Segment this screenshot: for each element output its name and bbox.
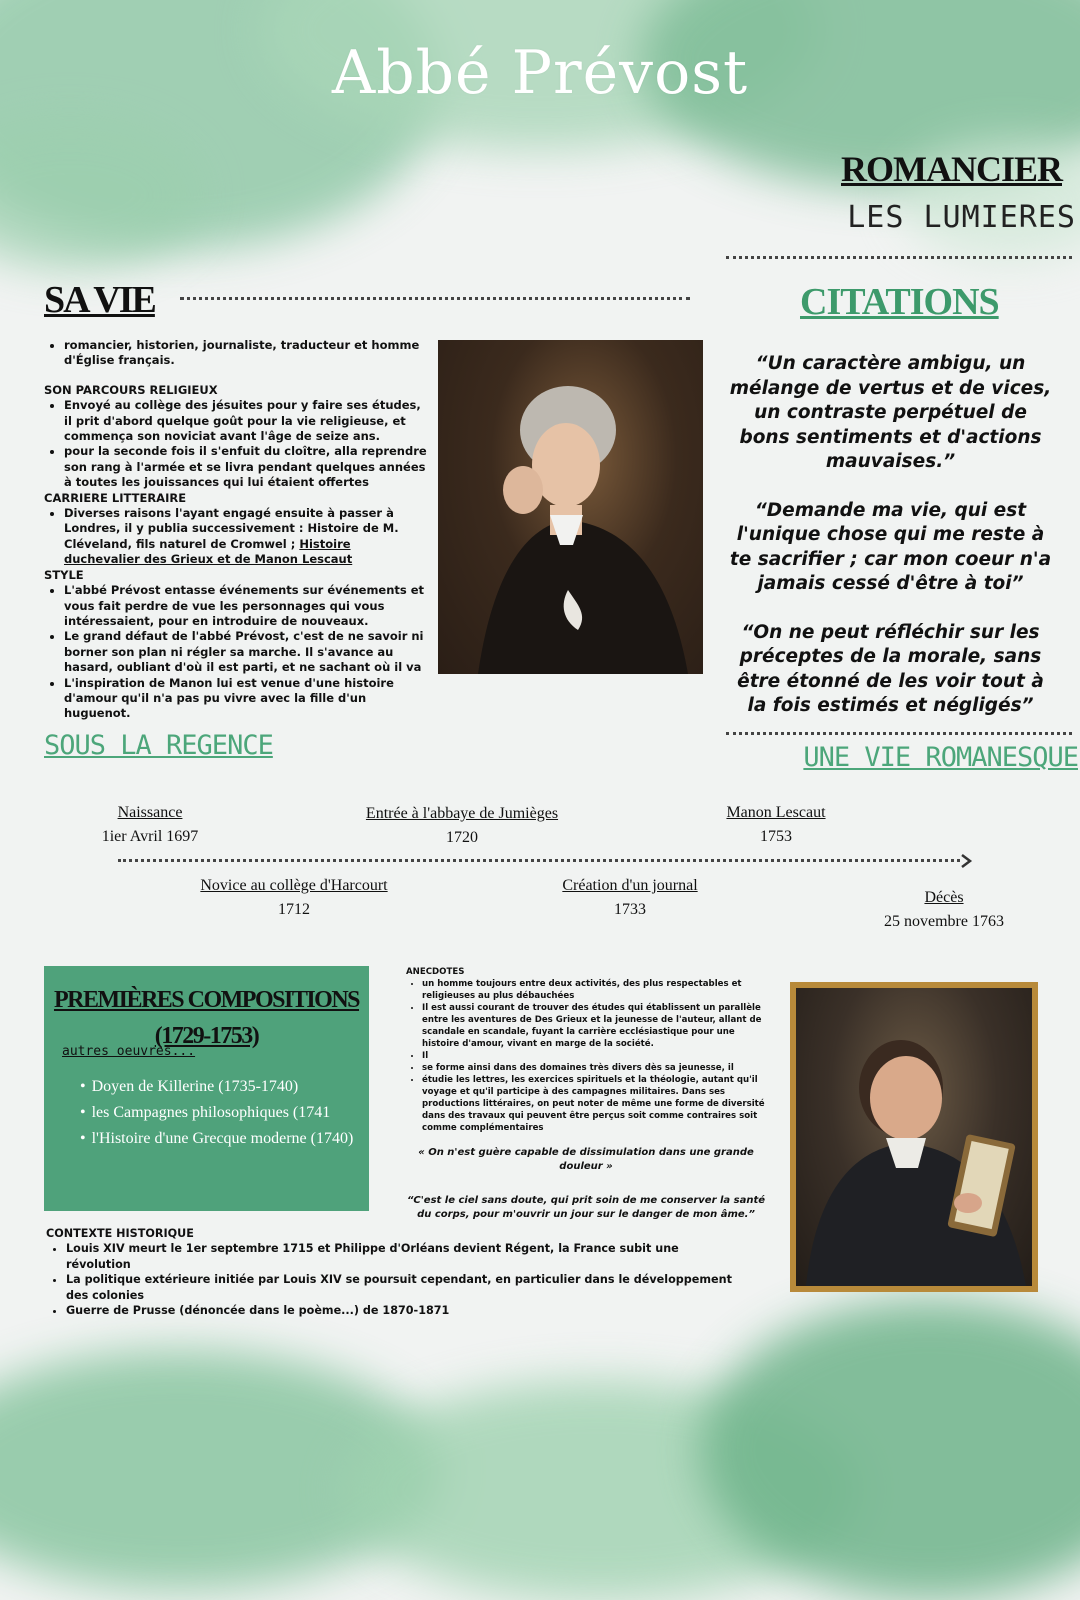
page-title: Abbé Prévost — [331, 38, 749, 108]
timeline-event: Création d'un journal 1733 — [562, 877, 698, 918]
timeline-event: Novice au collège d'Harcourt 1712 — [200, 877, 388, 918]
contexte-heading: CONTEXTE HISTORIQUE — [46, 1227, 194, 1240]
timeline-event: Naissance 1ier Avril 1697 — [101, 804, 199, 845]
parcours-item: • pour la seconde fois il s'enfuit du cloître, alla reprendre son rang à l'armée et se livra pendant quelques années à toutes les jouissances qui lui étaient offertes — [64, 444, 429, 490]
contexte-item: • Louis XIV meurt le 1er septembre 1715 et Philippe d'Orléans devient Régent, la France subit une révolution — [66, 1241, 746, 1272]
anecdote-quote: « On n'est guère capable de dissimulation dans une grande douleur » — [418, 1147, 754, 1172]
subtitle-lumieres: LES LUMIERES — [847, 200, 1076, 235]
composition-item: • Doyen de Killerine (1735-1740) — [80, 1074, 355, 1100]
divider-top-right — [726, 256, 1072, 259]
anecdote-item: • Il — [422, 1050, 766, 1062]
style-item: • L'abbé Prévost entasse événements sur événements et vous fait perdre de vue les personnages qui vous intéressaient, pour en introduire de nouveaux. — [64, 583, 429, 629]
contexte-section — [46, 1226, 746, 1318]
carriere-item: • Diverses raisons l'ayant engagé ensuite à passer à Londres, il y publia successivement : Histoire de M. Cléveland, fils naturel de Cromwel ; Histoire duchevalier des Grieux et de Manon Lescaut — [64, 506, 429, 568]
compositions-list — [80, 1074, 355, 1152]
anecdote-item: • étudie les lettres, les exercices spirituels et la théologie, autant qu'il voyage et qu'il participe à des campagnes militaires. Dans ses productions littéraires, on peut noter de même une forme de diversité dans des travaux qui peuvent être perçus soit comme contraires soit comme complémentaires — [422, 1074, 766, 1134]
sa-vie-heading: SA VIE — [44, 279, 155, 321]
timeline-event: Manon Lescaut 1753 — [726, 804, 826, 845]
anecdote-quote: “C'est le ciel sans doute, qui prit soin de me conserver la santé du corps, pour m'ouvrir un jour sur le danger de mon âme.” — [406, 1195, 766, 1220]
citation-quote: “Demande ma vie, qui est l'unique chose qui me reste à te sacrifier ; car mon coeur n'a jamais cessé d'être à toi” — [729, 499, 1052, 594]
autres-oeuvres-label: autres oeuvres... — [62, 1044, 196, 1059]
intro-item: • romancier, historien, journaliste, traducteur et homme d'Église français. — [64, 338, 429, 369]
compositions-heading: PREMIÈRES COMPOSITIONS (1729-1753) — [53, 987, 360, 1049]
timeline-arrow — [118, 853, 978, 869]
parcours-item: • Envoyé au collège des jésuites pour y faire ses études, il prit d'abord quelque goût pour la vie religieuse, et commença son noviciat avant l'âge de seize ans. — [64, 398, 429, 444]
romanesque-heading: UNE VIE ROMANESQUE — [803, 742, 1078, 773]
citations-heading: CITATIONS — [800, 281, 999, 323]
citation-quote: “On ne peut réfléchir sur les préceptes de la morale, sans être étonné de les voir tout à la fois estimés et négligés” — [737, 621, 1044, 716]
timeline-event: Décès 25 novembre 1763 — [884, 889, 1004, 930]
timeline-event: Entrée à l'abbaye de Jumièges 1720 — [365, 805, 559, 846]
contexte-item: • Guerre de Prusse (dénoncée dans le poème...) de 1870-1871 — [66, 1303, 746, 1318]
anecdote-item: • se forme ainsi dans des domaines très divers dès sa jeunesse, il — [422, 1062, 766, 1074]
composition-item: • l'Histoire d'une Grecque moderne (1740) — [80, 1126, 355, 1152]
style-heading: STYLE — [44, 567, 84, 582]
divider-sa-vie — [180, 297, 690, 300]
sa-vie-text — [44, 338, 429, 722]
style-item: • L'inspiration de Manon lui est venue d'une histoire d'amour qu'il n'a pas pu vivre avec la fille d'un huguenot. — [64, 676, 429, 722]
parcours-heading: SON PARCOURS RELIGIEUX — [44, 382, 218, 397]
citations-list — [728, 352, 1053, 743]
citation-quote: “Un caractère ambigu, un mélange de vertus et de vices, un contraste perpétuel de bons sentiments et d'actions mauvaises.” — [729, 353, 1052, 472]
regence-heading: SOUS LA REGENCE — [44, 730, 273, 761]
subtitle-romancier: ROMANCIER — [841, 149, 1062, 189]
portrait-abbe-prevost-older — [790, 982, 1038, 1292]
portrait-abbe-prevost-young — [438, 340, 703, 674]
contexte-item: • La politique extérieure initiée par Louis XIV se poursuit cependant, en particulier dans le développement des colonies — [66, 1272, 746, 1303]
style-item: • Le grand défaut de l'abbé Prévost, c'est de ne savoir ni borner son plan ni régler sa marche. Il s'avance au hasard, oubliant d'où il est parti, et ne sachant où il va — [64, 629, 429, 675]
manon-lescaut-link[interactable]: Histoire duchevalier des Grieux et de Manon Lescaut — [64, 536, 353, 567]
anecdote-item: • Il est aussi courant de trouver des études qui établissent un parallèle entre les aventures de Des Grieux et la jeunesse de l'auteur, allant de scandale en scandale, fuyant la carrière ecclésiastique pour une histoire d'amour, vivant en marge de la société. — [422, 1002, 766, 1050]
divider-citations-bottom — [726, 732, 1072, 735]
anecdote-item: • un homme toujours entre deux activités, des plus respectables et religieuses au plus débauchées — [422, 978, 766, 1002]
compositions-box — [44, 966, 369, 1211]
anecdotes-section — [406, 966, 766, 1222]
composition-item: • les Campagnes philosophiques (1741 — [80, 1100, 355, 1126]
anecdotes-heading: ANECDOTES — [406, 967, 465, 977]
carriere-heading: CARRIERE LITTERAIRE — [44, 490, 187, 505]
